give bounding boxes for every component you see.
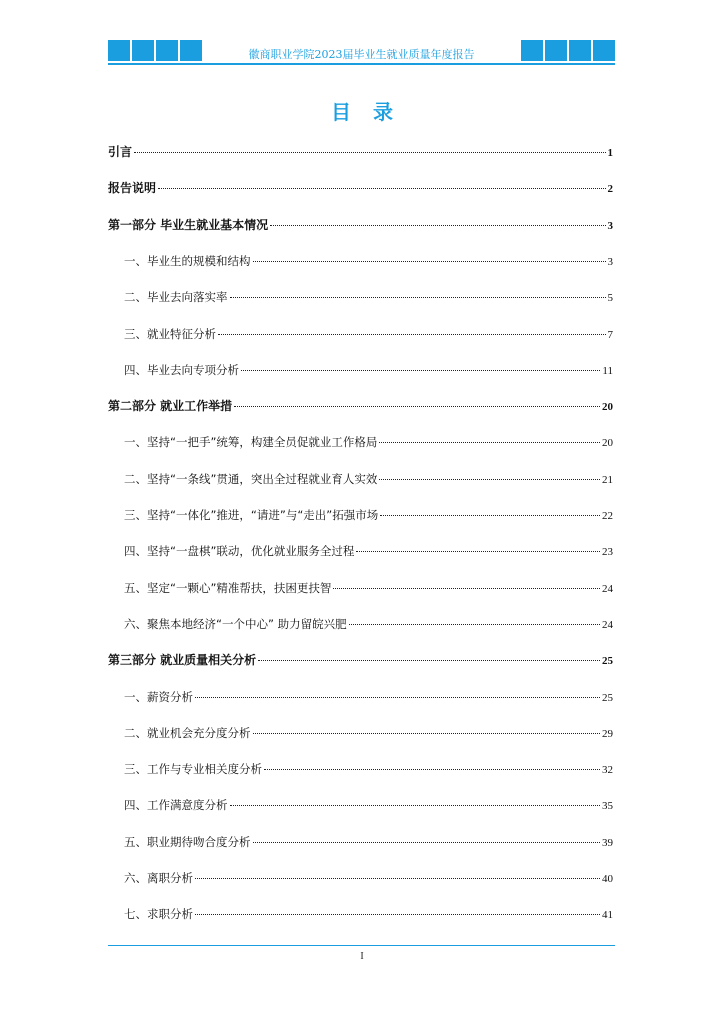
- toc-entry-page: 7: [607, 328, 613, 341]
- toc-entry-label: 六、离职分析: [124, 871, 193, 885]
- toc-entry-label: 一、毕业生的规模和结构: [124, 253, 251, 268]
- header-block: [545, 40, 567, 61]
- toc-leader-dots: [195, 878, 600, 879]
- toc-entry-page: 22: [602, 510, 613, 522]
- toc-entry-page: 20: [602, 401, 613, 414]
- toc-entry-label: 三、就业特征分析: [124, 326, 216, 341]
- toc-entry[interactable]: [124, 358, 613, 382]
- toc-leader-dots: [379, 479, 600, 480]
- toc-entry[interactable]: [124, 539, 613, 563]
- toc-entry-label: 一、坚持“一把手”统筹，构建全员促就业工作格局: [124, 435, 378, 450]
- toc-leader-dots: [253, 733, 601, 734]
- toc-entry-label: 一、薪资分析: [124, 689, 193, 704]
- header-block: [521, 40, 543, 61]
- toc-entry[interactable]: [124, 902, 613, 926]
- toc-entry[interactable]: [108, 140, 613, 164]
- toc-leader-dots: [349, 624, 600, 625]
- toc-entry-page: 24: [602, 618, 613, 631]
- page-number: I: [360, 951, 364, 962]
- toc-entry[interactable]: [124, 285, 613, 309]
- toc-entry[interactable]: [108, 648, 613, 672]
- toc-leader-dots: [253, 842, 601, 843]
- toc-entry-page: 5: [607, 292, 613, 305]
- toc-entry-page: 1: [607, 147, 613, 159]
- toc-entry-label: 第一部分 毕业生就业基本情况: [108, 217, 269, 232]
- toc-entry-label: 四、坚持“一盘棋”联动，优化就业服务全过程: [124, 544, 355, 559]
- toc-entry-page: 32: [602, 764, 613, 777]
- toc-entry[interactable]: [124, 685, 613, 709]
- toc-entry[interactable]: [108, 394, 613, 418]
- header-block: [569, 40, 591, 61]
- toc-entry-page: 24: [602, 582, 613, 595]
- toc-entry-label: 七、求职分析: [124, 907, 193, 922]
- toc-entry[interactable]: [124, 866, 613, 890]
- toc-entry[interactable]: [124, 793, 613, 817]
- toc-entry-label: 四、毕业去向专项分析: [124, 362, 239, 377]
- toc-entry-page: 35: [602, 800, 613, 813]
- toc-entry-page: 20: [602, 437, 613, 450]
- toc-entry-page: 25: [602, 691, 613, 704]
- toc-entry[interactable]: [124, 430, 613, 454]
- page-title: 目录: [331, 100, 415, 124]
- toc-entry-label: 五、职业期待吻合度分析: [124, 834, 251, 849]
- toc-entry[interactable]: [124, 612, 613, 636]
- toc-entry-label: 二、坚持“一条线”贯通，突出全过程就业育人实效: [124, 471, 378, 486]
- toc-leader-dots: [380, 515, 600, 516]
- toc-leader-dots: [333, 588, 600, 589]
- toc-leader-dots: [241, 370, 600, 371]
- toc-entry-page: 41: [602, 909, 613, 922]
- toc-entry-page: 2: [607, 183, 613, 196]
- header-block: [593, 40, 615, 61]
- toc-entry[interactable]: [108, 176, 613, 200]
- toc-entry-label: 三、工作与专业相关度分析: [124, 762, 262, 777]
- toc-entry-page: 39: [602, 836, 613, 849]
- toc-entry-label: 五、坚定“一颗心”精准帮扶，扶困更扶智: [124, 580, 332, 595]
- toc-entry[interactable]: [124, 249, 613, 273]
- toc-entry-page: 3: [607, 219, 613, 232]
- header-title: 徽商职业学院2023届毕业生就业质量年度报告: [248, 48, 475, 61]
- toc-entry[interactable]: [108, 213, 613, 237]
- footer-rule: [108, 945, 615, 946]
- toc-entry[interactable]: [124, 467, 613, 491]
- page-header: [108, 40, 615, 65]
- toc-leader-dots: [379, 442, 600, 443]
- toc-leader-dots: [195, 914, 600, 915]
- toc-entry-label: 六、聚焦本地经济“一个中心” 助力留皖兴肥: [124, 616, 347, 631]
- toc-leader-dots: [258, 660, 600, 661]
- toc-entry-page: 23: [602, 546, 613, 559]
- toc-entry-page: 40: [602, 873, 613, 885]
- toc-entry[interactable]: [124, 576, 613, 600]
- toc-entry-page: 29: [602, 727, 613, 740]
- toc-entry-label: 第二部分 就业工作举措: [108, 399, 233, 414]
- toc-entry-page: 3: [607, 255, 613, 268]
- toc-leader-dots: [234, 406, 600, 407]
- toc-entry-label: 四、工作满意度分析: [124, 798, 228, 813]
- toc-entry-label: 三、坚持“一体化”推进，“请进”与“走出”拓强市场: [124, 508, 379, 522]
- toc-entry-page: 21: [602, 473, 613, 486]
- toc-entry-page: 25: [602, 655, 613, 668]
- toc-leader-dots: [230, 805, 601, 806]
- toc-entry[interactable]: [124, 757, 613, 781]
- toc-entry-label: 引言: [108, 145, 133, 159]
- toc-leader-dots: [356, 551, 600, 552]
- toc-leader-dots: [253, 261, 606, 262]
- toc-leader-dots: [264, 769, 600, 770]
- toc-leader-dots: [195, 697, 600, 698]
- toc-entry-label: 二、就业机会充分度分析: [124, 725, 251, 740]
- toc-entry-label: 报告说明: [108, 181, 157, 196]
- toc-entry-page: 11: [602, 364, 613, 377]
- header-rule: [108, 63, 615, 65]
- toc-leader-dots: [134, 152, 605, 153]
- toc-leader-dots: [158, 188, 605, 189]
- toc-entry[interactable]: [124, 322, 613, 346]
- header-right-blocks: [521, 40, 615, 61]
- toc-entry-label: 二、毕业去向落实率: [124, 290, 228, 305]
- toc-entry[interactable]: [124, 721, 613, 745]
- toc-entry[interactable]: [124, 830, 613, 854]
- toc-leader-dots: [270, 225, 605, 226]
- toc-entry-label: 第三部分 就业质量相关分析: [108, 653, 257, 668]
- toc-leader-dots: [218, 334, 606, 335]
- toc-entry[interactable]: [124, 503, 613, 527]
- toc-leader-dots: [230, 297, 606, 298]
